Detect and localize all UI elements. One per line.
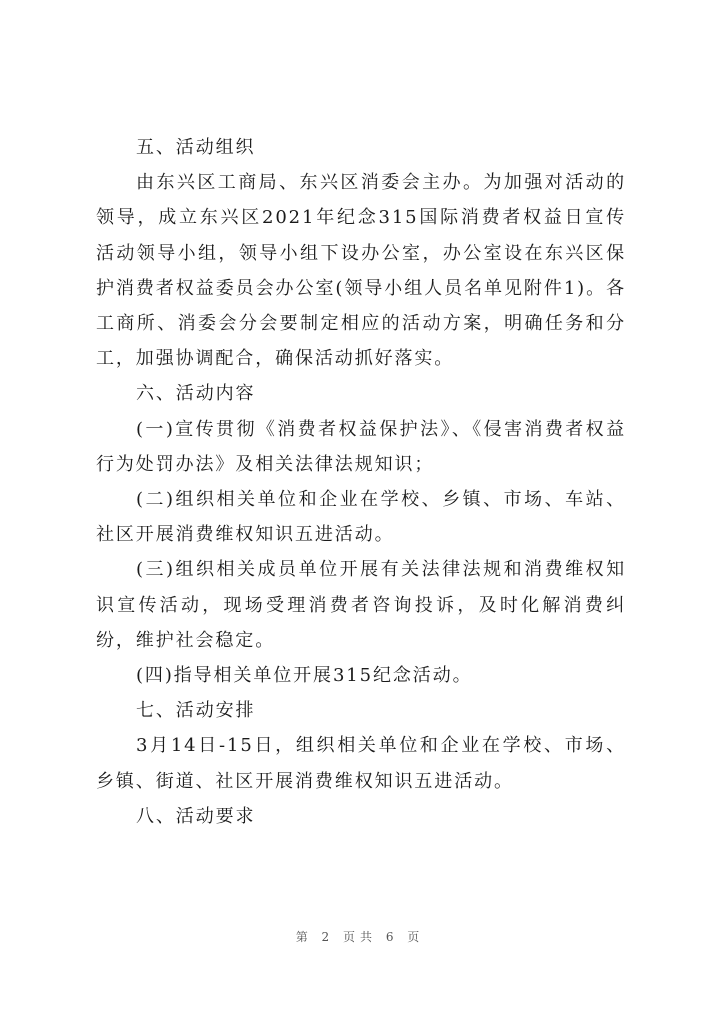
section-heading-organization: 五、活动组织 [136, 137, 256, 158]
document-body [96, 130, 626, 834]
section-heading-content: 六、活动内容 [136, 383, 256, 405]
paragraph-content-item-1: (一)宣传贯彻《消费者权益保护法》、《侵害消费者权益行为处罚办法》及相关法律法规知识； [96, 418, 626, 475]
section-heading-schedule: 七、活动安排 [136, 700, 256, 722]
paragraph-content-item-3: (三)组织相关成员单位开展有关法律法规和消费维权知识宣传活动，现场受理消费者咨询投诉，及时化解消费纠纷，维护社会稳定。 [96, 559, 626, 651]
section-heading-requirements: 八、活动要求 [136, 805, 256, 827]
page-footer [0, 928, 720, 945]
paragraph-schedule: 3月14日-15日，组织相关单位和企业在学校、市场、乡镇、街道、社区开展消费维权知识五进活动。 [96, 735, 626, 792]
paragraph-content-item-4: (四)指导相关单位开展315纪念活动。 [136, 665, 473, 687]
paragraph-organization: 由东兴区工商局、东兴区消委会主办。为加强对活动的领导，成立东兴区2021年纪念315国际消费者权益日宣传活动领导小组，领导小组下设办公室，办公室设在东兴区保护消费者权益委员会办公室(领导小组人员名单见附件1)。各工商所、消委会分会要制定相应的活动方案，明确任务和分工，加强协调配合，确保活动抓好落实。 [96, 172, 626, 370]
paragraph-content-item-2: (二)组织相关单位和企业在学校、乡镇、市场、车站、社区开展消费维权知识五进活动。 [96, 489, 626, 546]
page-number-label: 第 2 页共 6 页 [295, 930, 425, 944]
